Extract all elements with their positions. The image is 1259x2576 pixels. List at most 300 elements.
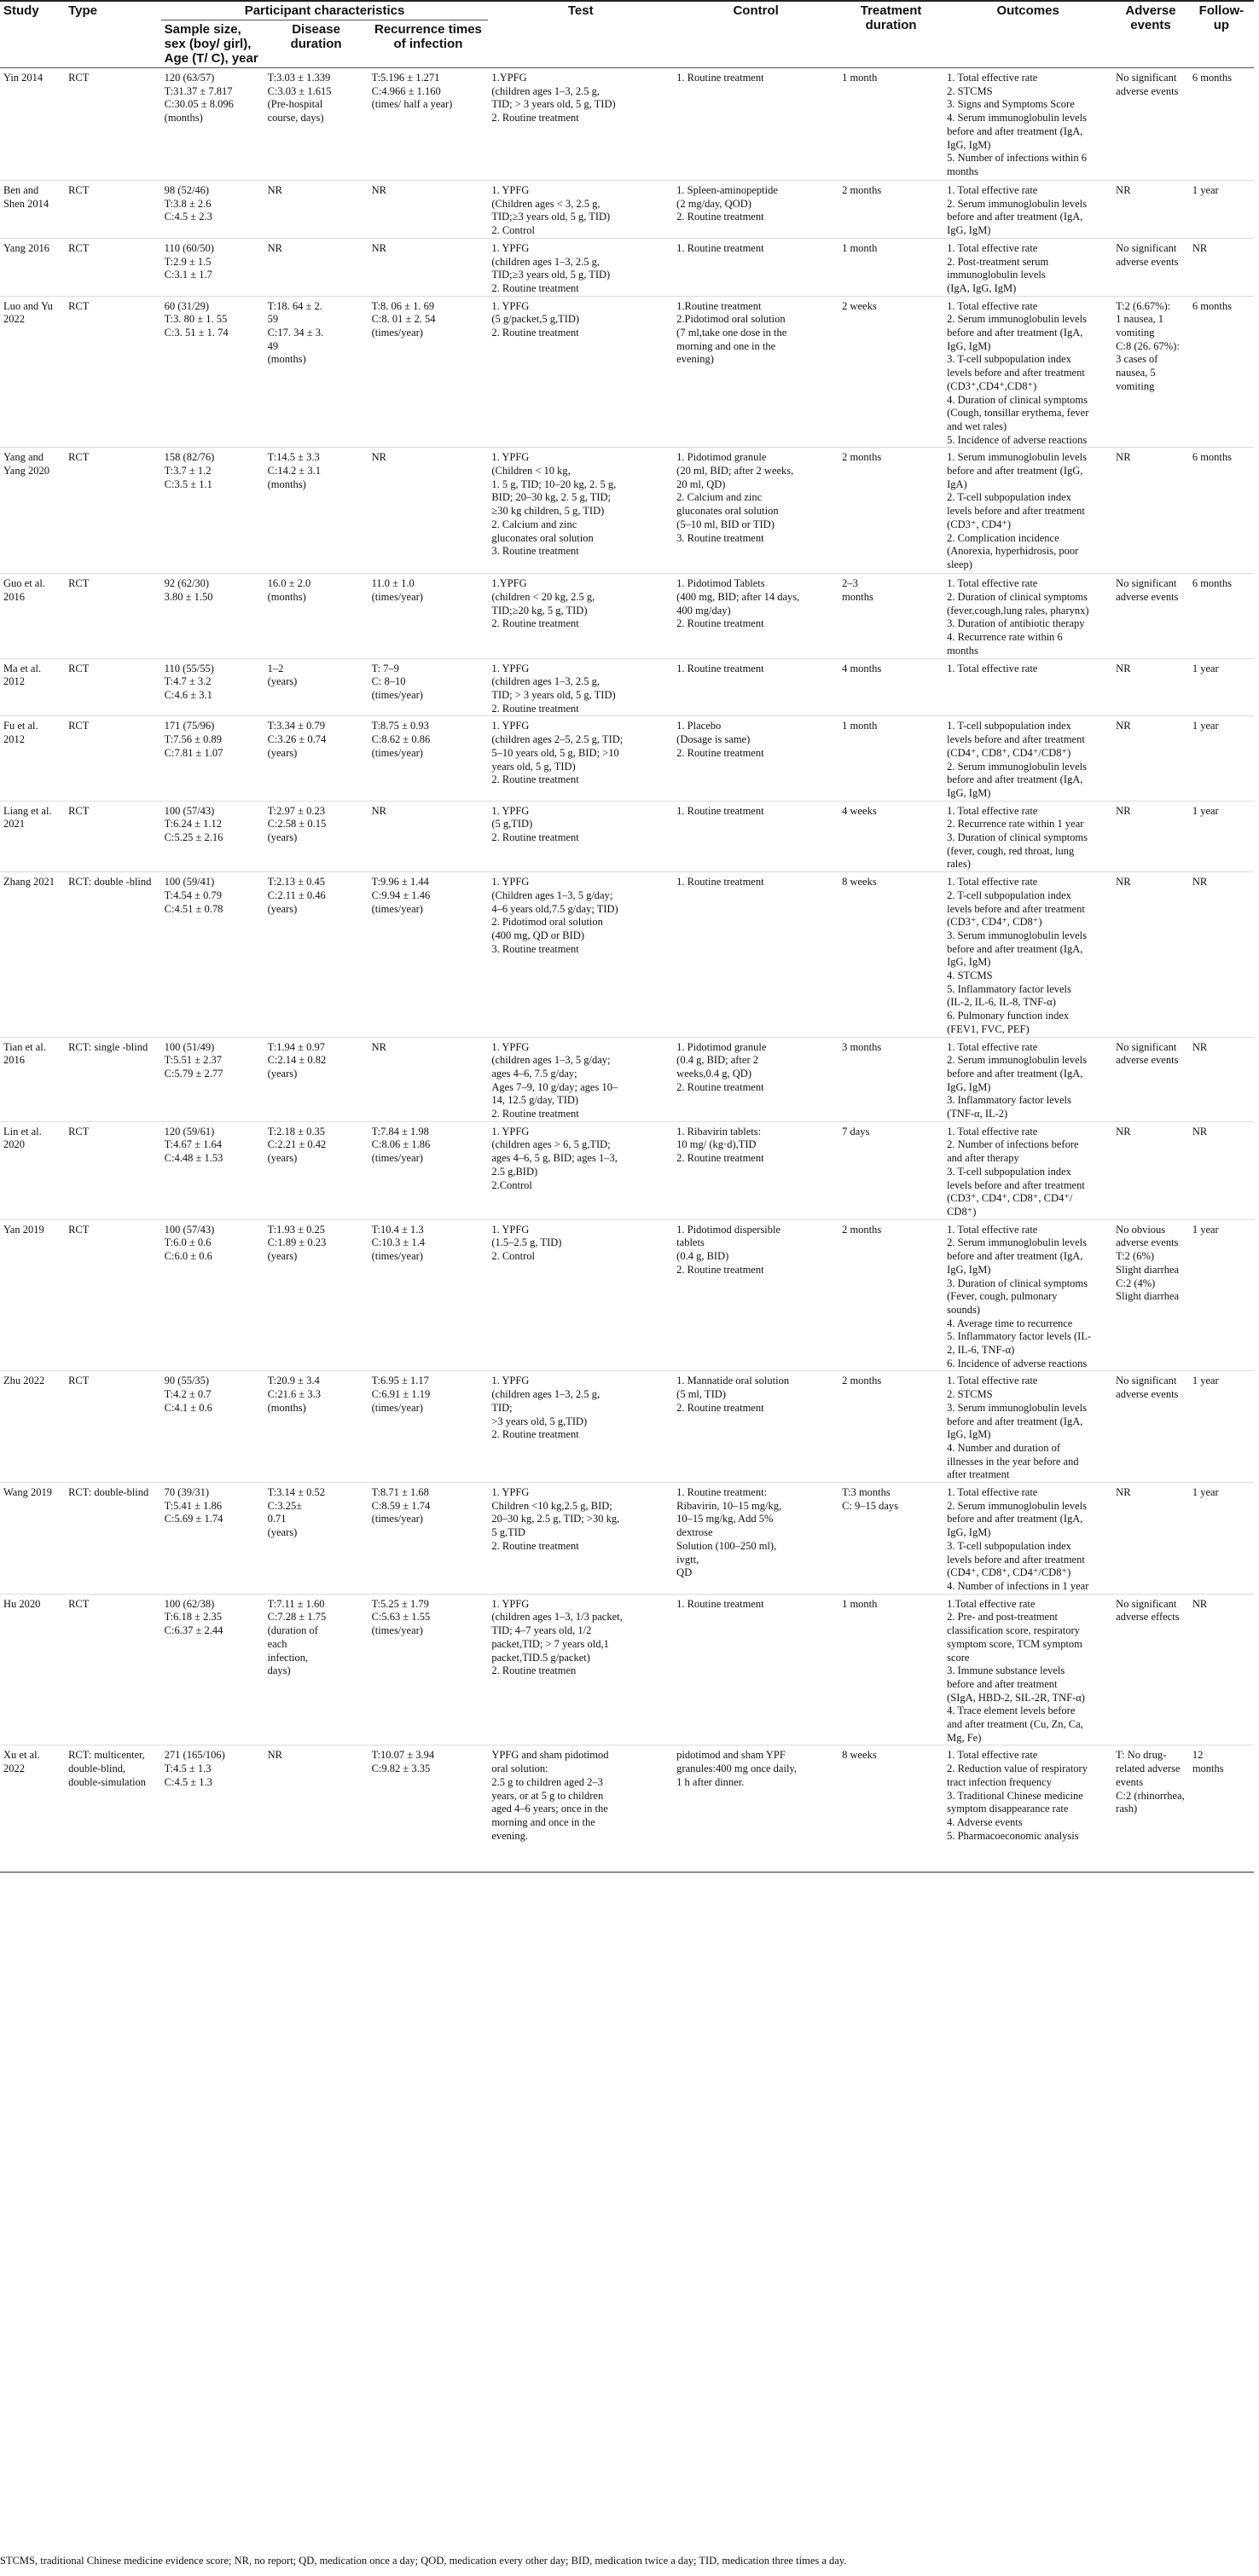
header-recurrence-times: Recurrence times of infection xyxy=(368,20,489,68)
cell-test xyxy=(488,448,673,574)
cell-line: NR xyxy=(1116,451,1131,464)
cell-line: 1. Total effective rate xyxy=(947,804,1038,817)
cell-line: T:20.9 ± 3.4 xyxy=(267,1375,320,1387)
cell-line: 0.71 xyxy=(267,1513,287,1525)
cell-line: 2. Routine treatment xyxy=(491,1428,579,1441)
cell-type: RCT xyxy=(65,68,161,181)
cell-line: 3. Signs and Symptoms Score xyxy=(947,98,1075,111)
cell-line: No significant xyxy=(1116,577,1177,590)
cell-line: NR xyxy=(371,241,386,254)
cell-recurrence xyxy=(368,296,489,448)
cell-line: C:3.5 ± 1.1 xyxy=(164,478,212,490)
cell-line: (years) xyxy=(267,902,298,915)
cell-line: 2. Number of infections before xyxy=(947,1138,1079,1151)
cell-line: (Children ages < 3, 2.5 g, xyxy=(491,197,600,210)
cell-line: 2. Routine treatment xyxy=(491,1539,579,1552)
cell-line: 400 mg/day) xyxy=(676,604,731,617)
cell-line: T:4.2 ± 0.7 xyxy=(164,1388,212,1401)
table-row xyxy=(0,716,1254,801)
cell-line: NR xyxy=(1192,241,1208,254)
cell-line: C:9.94 ± 1.46 xyxy=(371,889,431,901)
cell-line: each xyxy=(267,1637,287,1650)
cell-line: 1. Total effective rate xyxy=(947,1375,1038,1387)
cell-line: T:7.84 ± 1.98 xyxy=(371,1125,429,1137)
cell-sample xyxy=(161,1594,264,1745)
cell-study: Wang 2019 xyxy=(0,1483,65,1595)
cell-line: C:4.966 ± 1.160 xyxy=(371,84,441,97)
cell-line: NR xyxy=(1192,1040,1208,1053)
cell-line: 120 (63/57) xyxy=(164,72,215,84)
cell-control xyxy=(673,181,838,239)
cell-sample xyxy=(161,1483,264,1595)
cell-line: (400 mg, BID; after 14 days, xyxy=(676,591,800,604)
cell-line: evening. xyxy=(491,1829,529,1842)
cell-control xyxy=(673,1121,838,1219)
cell-line: (years) xyxy=(267,1250,298,1263)
cell-adverse xyxy=(1112,1483,1189,1595)
cell-adverse xyxy=(1112,238,1189,296)
cell-line: 1.Total effective rate xyxy=(947,1597,1036,1610)
cell-study: Luo and Yu 2022 xyxy=(0,296,65,448)
cell-line: T:5.51 ± 2.37 xyxy=(164,1054,223,1067)
cell-outcomes xyxy=(943,801,1112,872)
cell-line: 1. T-cell subpopulation index xyxy=(947,720,1071,732)
cell-line: (years) xyxy=(267,675,298,688)
cell-line: 1. Total effective rate xyxy=(947,241,1038,254)
cell-outcomes xyxy=(943,238,1112,296)
cell-line: 4–6 years old,7.5 g/day; TID) xyxy=(491,902,618,915)
cell-recurrence xyxy=(368,658,489,716)
cell-line: (times/year) xyxy=(371,1250,423,1263)
cell-line: before and after treatment (IgA, xyxy=(947,327,1083,339)
cell-line: 2. Recurrence rate within 1 year xyxy=(947,818,1084,831)
cell-line: 10–15 mg/kg, Add 5% xyxy=(676,1513,774,1525)
cell-line: C:6.91 ± 1.19 xyxy=(371,1388,431,1401)
cell-line: (Children ages 1–3, 5 g/day; xyxy=(491,889,613,901)
cell-followup xyxy=(1189,181,1254,239)
cell-line: 2. Routine treatment xyxy=(491,112,579,124)
cell-study: Lin et al. 2020 xyxy=(0,1121,65,1219)
cell-line: 59 xyxy=(267,313,279,326)
cell-recurrence xyxy=(368,1594,489,1745)
cell-line: 5 g,TID xyxy=(491,1526,525,1539)
cell-study: Tian et al. 2016 xyxy=(0,1037,65,1121)
cell-line: C:2.21 ± 0.42 xyxy=(267,1138,327,1151)
cell-study: Zhu 2022 xyxy=(0,1371,65,1483)
cell-line: T:6.95 ± 1.17 xyxy=(371,1375,429,1387)
cell-study: Fu et al. 2012 xyxy=(0,716,65,801)
cell-study: Yan 2019 xyxy=(0,1219,65,1371)
cell-line: 2. Serum immunoglobulin levels xyxy=(947,760,1087,773)
cell-line: T:8.75 ± 0.93 xyxy=(371,720,429,732)
cell-line: 10 mg/ (kg·d),TID xyxy=(676,1138,757,1151)
cell-line: NR xyxy=(267,184,282,196)
cell-test xyxy=(488,296,673,448)
cell-line: 3. Serum immunoglobulin levels xyxy=(947,929,1087,941)
cell-line: 1. Routine treatment xyxy=(676,72,764,84)
cell-line: T:8.71 ± 1.68 xyxy=(371,1486,429,1499)
cell-line: (Pre-hospital xyxy=(267,98,323,111)
cell-line: before and after treatment (IgA, xyxy=(947,1067,1083,1080)
cell-line: 1. Total effective rate xyxy=(947,1125,1038,1137)
cell-line: 2. T-cell subpopulation index xyxy=(947,889,1071,901)
cell-line: 1. Total effective rate xyxy=(947,1749,1038,1762)
cell-line: before and after treatment (IgA, xyxy=(947,773,1083,786)
cell-line: adverse events xyxy=(1116,1054,1179,1067)
cell-line: months xyxy=(947,644,978,657)
cell-line: 90 (55/35) xyxy=(164,1375,210,1387)
cell-followup xyxy=(1189,872,1254,1037)
cell-followup xyxy=(1189,238,1254,296)
cell-type: RCT xyxy=(65,574,161,658)
cell-line: NR xyxy=(371,184,386,196)
cell-line: 2.Pidotimod oral solution xyxy=(676,313,786,326)
cell-sample xyxy=(161,574,264,658)
cell-line: (2 mg/day, QOD) xyxy=(676,197,751,210)
cell-line: 16.0 ± 2.0 xyxy=(267,577,311,590)
cell-line: gluconates oral solution xyxy=(676,505,779,518)
cell-line: 1. Pidotimod granule xyxy=(676,1040,767,1053)
cell-line: (CD4⁺, CD8⁺, CD4⁺/CD8⁺) xyxy=(947,1566,1071,1579)
cell-line: tract infection frequency xyxy=(947,1775,1052,1788)
cell-study: Yang and Yang 2020 xyxy=(0,448,65,574)
cell-line: NR xyxy=(1116,876,1131,889)
cell-line: before and after treatment (IgA, xyxy=(947,1415,1083,1427)
cell-outcomes xyxy=(943,1219,1112,1371)
cell-line: 1. Total effective rate xyxy=(947,577,1038,590)
cell-line: classification score, respiratory xyxy=(947,1624,1080,1637)
cell-line: 6. Pulmonary function index xyxy=(947,1010,1070,1022)
cell-line: CD8⁺) xyxy=(947,1206,977,1218)
cell-line: C:8. 01 ± 2. 54 xyxy=(371,313,436,326)
cell-type: RCT xyxy=(65,1371,161,1483)
cell-line: levels before and after treatment xyxy=(947,1553,1085,1566)
cell-line: 1 year xyxy=(1192,804,1219,817)
cell-line: No significant xyxy=(1116,72,1177,84)
cell-followup xyxy=(1189,448,1254,574)
cell-line: granules:400 mg once daily, xyxy=(676,1763,797,1775)
cell-duration xyxy=(264,801,368,872)
cell-line: 3. Duration of clinical symptoms xyxy=(947,1276,1088,1289)
cell-recurrence xyxy=(368,1037,489,1121)
cell-line: IgA) xyxy=(947,478,967,490)
cell-line: (5 ml, TID) xyxy=(676,1388,726,1401)
cell-line: 4. Serum immunoglobulin levels xyxy=(947,112,1087,124)
cell-line: 70 (39/31) xyxy=(164,1486,210,1499)
cell-line: IgG, IgM) xyxy=(947,1263,991,1276)
cell-type: RCT xyxy=(65,801,161,872)
cell-line: 1. Spleen-aminopeptide xyxy=(676,184,778,196)
cell-line: 2. Routine treatment xyxy=(491,702,579,715)
cell-adverse xyxy=(1112,68,1189,181)
cell-line: C:3. 51 ± 1. 74 xyxy=(164,327,229,339)
table-footnote: STCMS, traditional Chinese medicine evidence score; NR, no report; QD, medication once a day; QOD, medication every other day; BID, medication twice a day; TID, medication three times a day. xyxy=(0,2555,847,2567)
header-treatment-duration: Treatment duration xyxy=(838,1,943,68)
cell-line: 6 months xyxy=(1192,451,1233,464)
cell-line: 1. Total effective rate xyxy=(947,1486,1038,1499)
cell-line: 1. Pidotimod Tablets xyxy=(676,577,765,590)
cell-line: levels before and after treatment xyxy=(947,505,1085,518)
cell-line: 1. YPFG xyxy=(491,876,530,889)
cell-line: 4. Adverse events xyxy=(947,1815,1023,1828)
cell-line: NR xyxy=(1116,720,1131,732)
cell-line: (CD3⁺,CD4⁺,CD8⁺) xyxy=(947,379,1037,392)
cell-line: 6 months xyxy=(1192,72,1233,84)
cell-treatment xyxy=(838,1594,943,1745)
cell-line: years, or at 5 g to children xyxy=(491,1789,604,1802)
cell-treatment xyxy=(838,238,943,296)
cell-line: (FEV1, FVC, PEF) xyxy=(947,1022,1030,1035)
cell-line: NR xyxy=(1116,184,1131,196)
cell-line: 1. Ribavirin tablets: xyxy=(676,1125,762,1137)
cell-followup xyxy=(1189,658,1254,716)
cell-line: IgG, IgM) xyxy=(947,956,991,969)
cell-line: (CD3⁺, CD4⁺, CD8⁺) xyxy=(947,916,1042,929)
cell-line: 1. YPFG xyxy=(491,1375,530,1387)
cell-line: T:8. 06 ± 1. 69 xyxy=(371,299,435,312)
cell-line: T:2 (6%) xyxy=(1116,1250,1155,1263)
table-row xyxy=(0,574,1254,658)
cell-line: (children ages 1–3, 1/3 packet, xyxy=(491,1611,623,1624)
cell-line: 2. Routine treatment xyxy=(491,281,579,294)
cell-line: vomiting xyxy=(1116,327,1155,339)
cell-line: 2. Duration of clinical symptoms xyxy=(947,591,1088,604)
cell-line: (children ages 1–3, 2.5 g, xyxy=(491,255,600,268)
cell-line: 1 month xyxy=(842,1597,878,1610)
cell-line: after treatment xyxy=(947,1468,1010,1481)
cell-line: T:1.94 ± 0.97 xyxy=(267,1040,325,1053)
cell-line: 1 year xyxy=(1192,1223,1219,1236)
cell-line: adverse events xyxy=(1116,255,1179,268)
cell-line: C:2.14 ± 0.82 xyxy=(267,1054,327,1067)
cell-line: 1. YPFG xyxy=(491,804,530,817)
cell-line: C:7.28 ± 1.75 xyxy=(267,1611,327,1624)
cell-line: T:4.67 ± 1.64 xyxy=(164,1138,223,1151)
cell-line: (children ages 1–3, 2.5 g, xyxy=(491,675,600,688)
cell-followup xyxy=(1189,1745,1254,1873)
cell-line: C:2 (4%) xyxy=(1116,1276,1156,1289)
cell-line: C:5.79 ± 2.77 xyxy=(164,1067,223,1080)
cell-followup xyxy=(1189,716,1254,801)
cell-study: Guo et al. 2016 xyxy=(0,574,65,658)
cell-line: 2 weeks xyxy=(842,299,877,312)
cell-line: 2. Serum immunoglobulin levels xyxy=(947,1236,1087,1249)
cell-line: 2. Complication incidence xyxy=(947,531,1059,544)
cell-line: 3. T-cell subpopulation index xyxy=(947,353,1071,366)
cell-line: (5 g/packet,5 g,TID) xyxy=(491,313,580,326)
cell-recurrence xyxy=(368,801,489,872)
table-body xyxy=(0,68,1254,1873)
cell-line: IgG, IgM) xyxy=(947,339,991,352)
cell-line: C:5.63 ± 1.55 xyxy=(371,1611,431,1624)
cell-line: NR xyxy=(1116,1125,1131,1137)
cell-test xyxy=(488,1037,673,1121)
cell-sample xyxy=(161,801,264,872)
cell-line: NR xyxy=(1192,876,1208,889)
cell-study: Yin 2014 xyxy=(0,68,65,181)
cell-line: immunoglobulin levels xyxy=(947,269,1046,281)
cell-line: T:4.54 ± 0.79 xyxy=(164,889,223,901)
cell-line: (Dosage is same) xyxy=(676,733,751,746)
cell-control xyxy=(673,68,838,181)
cell-line: (5–10 ml, BID or TID) xyxy=(676,518,775,530)
cell-line: 100 (59/41) xyxy=(164,876,215,889)
cell-line: ivgtt, xyxy=(676,1553,699,1566)
cell-line: T: No drug- xyxy=(1116,1749,1167,1762)
cell-line: C:9.82 ± 3.35 xyxy=(371,1763,431,1775)
cell-line: (times/year) xyxy=(371,902,423,915)
cell-line: dextrose xyxy=(676,1526,713,1539)
cell-line: infection, xyxy=(267,1651,309,1664)
cell-line: 1. YPFG xyxy=(491,1486,530,1499)
cell-test xyxy=(488,801,673,872)
cell-line: 3 months xyxy=(842,1040,882,1053)
cell-adverse xyxy=(1112,1121,1189,1219)
cell-line: days) xyxy=(267,1664,291,1677)
cell-line: 1. Routine treatment xyxy=(676,662,764,674)
cell-line: rales) xyxy=(947,858,971,871)
cell-line: T:2.18 ± 0.35 xyxy=(267,1125,325,1137)
cell-control xyxy=(673,1371,838,1483)
cell-line: T:10.07 ± 3.94 xyxy=(371,1749,435,1762)
cell-line: T:9.96 ± 1.44 xyxy=(371,876,429,889)
cell-line: and after treatment (Cu, Zn, Ca, xyxy=(947,1718,1083,1731)
cell-line: tablets xyxy=(676,1236,705,1249)
cell-line: (fever,cough,lung rales, pharynx) xyxy=(947,604,1089,617)
cell-line: Ages 7–9, 10 g/day; ages 10– xyxy=(491,1080,618,1093)
cell-line: Children <10 kg,2.5 g, BID; xyxy=(491,1499,612,1512)
cell-line: No significant xyxy=(1116,241,1177,254)
cell-line: T: 7–9 xyxy=(371,662,399,674)
cell-line: 2–3 xyxy=(842,577,858,590)
cell-control xyxy=(673,448,838,574)
cell-adverse xyxy=(1112,801,1189,872)
cell-line: TID;≥20 kg, 5 g, TID) xyxy=(491,604,588,617)
cell-type: RCT: single -blind xyxy=(65,1037,161,1121)
cell-line: 3. Duration of clinical symptoms xyxy=(947,831,1088,844)
cell-line: 1 month xyxy=(842,241,878,254)
cell-type: RCT xyxy=(65,1121,161,1219)
cell-line: T:3.34 ± 0.79 xyxy=(267,720,325,732)
cell-recurrence xyxy=(368,1219,489,1371)
cell-line: 8 weeks xyxy=(842,1749,877,1762)
cell-line: (years) xyxy=(267,1067,298,1080)
cell-duration xyxy=(264,448,368,574)
cell-line: 1 year xyxy=(1192,1375,1219,1387)
cell-line: 1. Pidotimod dispersible xyxy=(676,1223,781,1236)
cell-line: No obvious xyxy=(1116,1223,1166,1236)
cell-line: 110 (55/55) xyxy=(164,662,214,674)
cell-line: Slight diarrhea xyxy=(1116,1263,1180,1276)
cell-line: 2. STCMS xyxy=(947,84,993,97)
cell-duration xyxy=(264,181,368,239)
cell-line: (years) xyxy=(267,746,298,759)
cell-outcomes xyxy=(943,1371,1112,1483)
cell-line: (Fever, cough, pulmonary xyxy=(947,1290,1058,1303)
cell-line: C:8.62 ± 0.86 xyxy=(371,733,431,746)
cell-duration xyxy=(264,872,368,1037)
cell-line: 2. Routine treatment xyxy=(491,831,579,844)
cell-type: RCT xyxy=(65,238,161,296)
cell-line: (children < 20 kg, 2.5 g, xyxy=(491,591,595,604)
cell-sample xyxy=(161,296,264,448)
cell-line: 2. Post-treatment serum xyxy=(947,255,1049,268)
cell-line: 1. Routine treatment xyxy=(676,241,764,254)
cell-line: 98 (52/46) xyxy=(164,184,210,196)
cell-control xyxy=(673,658,838,716)
cell-adverse xyxy=(1112,1745,1189,1873)
cell-line: T:3 months xyxy=(842,1486,891,1499)
cell-line: 1. Routine treatment xyxy=(676,804,764,817)
cell-line: (times/year) xyxy=(371,1513,423,1525)
cell-line: (children ages 1–3, 2.5 g, xyxy=(491,84,600,97)
cell-line: 4. Number and duration of xyxy=(947,1441,1061,1454)
cell-line: 2. Pidotimod oral solution xyxy=(491,916,603,929)
cell-line: 1. Total effective rate xyxy=(947,184,1038,196)
cell-line: 2 months xyxy=(842,184,882,196)
cell-line: C:1.89 ± 0.23 xyxy=(267,1236,327,1249)
cell-sample xyxy=(161,872,264,1037)
cell-line: months xyxy=(1192,1763,1224,1775)
cell-line: and wet rales) xyxy=(947,420,1007,432)
cell-recurrence xyxy=(368,448,489,574)
cell-line: T:3.03 ± 1.339 xyxy=(267,72,331,84)
cell-line: 3. Routine treatment xyxy=(491,545,579,558)
cell-adverse xyxy=(1112,1371,1189,1483)
cell-line: IgG, IgM) xyxy=(947,786,991,799)
table-row xyxy=(0,1037,1254,1121)
cell-line: oral solution: xyxy=(491,1763,548,1775)
cell-line: 2. Routine treatment xyxy=(676,1080,764,1093)
cell-line: (CD4⁺, CD8⁺, CD4⁺/CD8⁺) xyxy=(947,746,1071,759)
cell-duration xyxy=(264,1219,368,1371)
cell-line: 1. Placebo xyxy=(676,720,722,732)
cell-line: IgG, IgM) xyxy=(947,1080,991,1093)
cell-line: T:10.4 ± 1.3 xyxy=(371,1223,424,1236)
cell-test xyxy=(488,1594,673,1745)
table-row xyxy=(0,1594,1254,1745)
cell-treatment xyxy=(838,448,943,574)
cell-line: (IL-2, IL-6, IL-8, TNF-α) xyxy=(947,996,1056,1009)
cell-sample xyxy=(161,238,264,296)
cell-line: NR xyxy=(1116,1486,1131,1499)
cell-line: (years) xyxy=(267,1526,298,1539)
cell-line: C:5.25 ± 2.16 xyxy=(164,831,223,844)
cell-line: T:5.196 ± 1.271 xyxy=(371,72,440,84)
cell-outcomes xyxy=(943,1483,1112,1595)
cell-line: 2. Routine treatment xyxy=(491,617,579,630)
cell-line: before and after treatment (IgA, xyxy=(947,124,1083,137)
cell-line: IgG, IgM) xyxy=(947,138,991,151)
cell-line: T:1.93 ± 0.25 xyxy=(267,1223,325,1236)
cell-line: YPFG and sham pidotimod xyxy=(491,1749,609,1762)
cell-type: RCT: double -blind xyxy=(65,872,161,1037)
cell-line: 1. YPFG xyxy=(491,1125,530,1137)
table-row xyxy=(0,1121,1254,1219)
cell-line: 1 year xyxy=(1192,662,1219,674)
cell-sample xyxy=(161,68,264,181)
cell-line: 271 (165/106) xyxy=(164,1749,225,1762)
cell-line: 2. Routine treatment xyxy=(676,1263,764,1276)
cell-outcomes xyxy=(943,296,1112,448)
cell-line: C: 9–15 days xyxy=(842,1499,899,1512)
cell-line: 1. YPFG xyxy=(491,662,530,674)
cell-sample xyxy=(161,448,264,574)
cell-line: 3. Duration of antibiotic therapy xyxy=(947,617,1085,630)
cell-line: IgG, IgM) xyxy=(947,224,991,237)
cell-study: Zhang 2021 xyxy=(0,872,65,1037)
cell-line: C:2.11 ± 0.46 xyxy=(267,889,326,901)
